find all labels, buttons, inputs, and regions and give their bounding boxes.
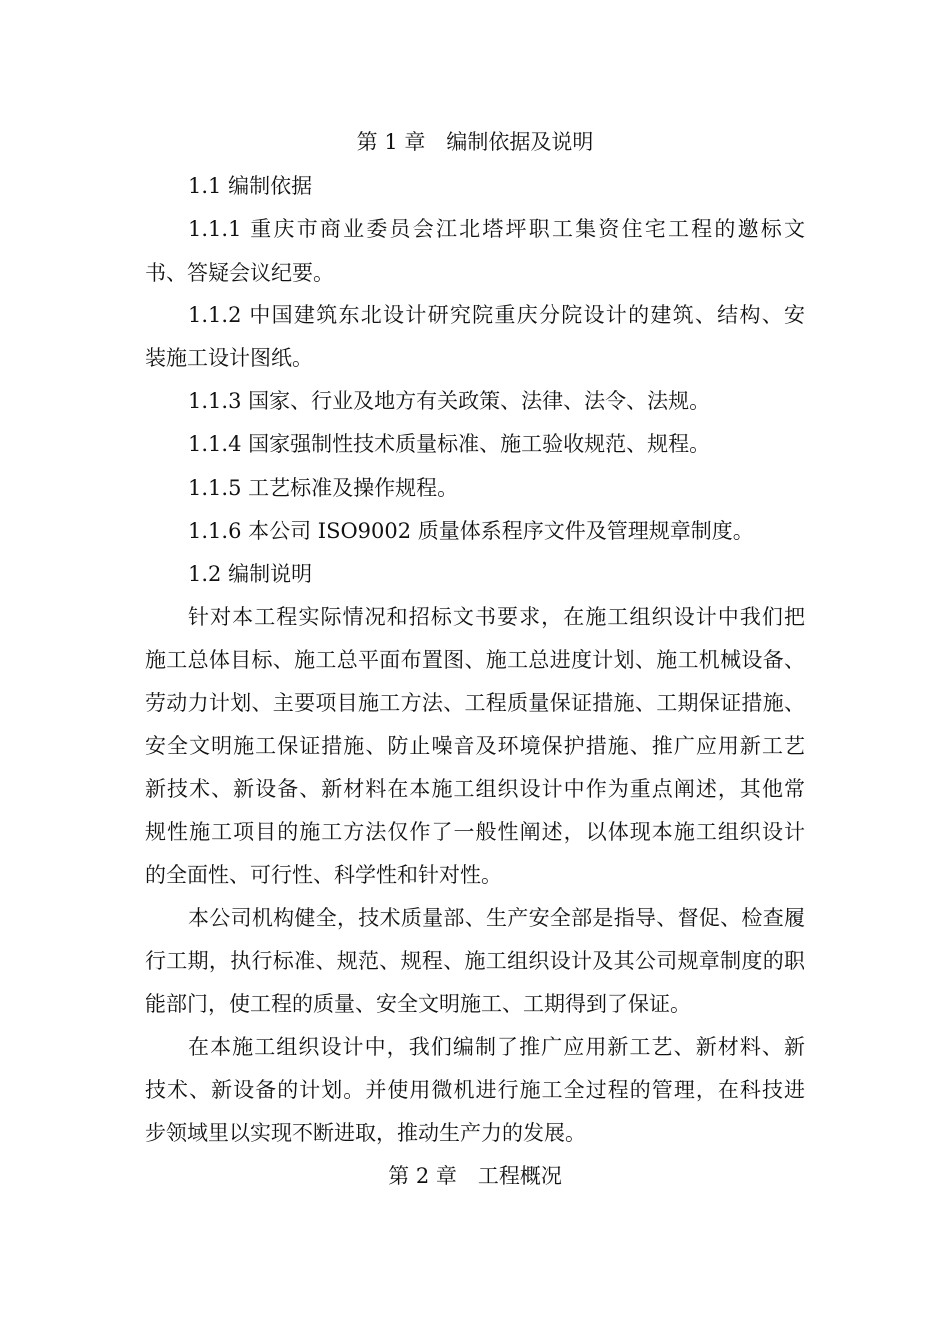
item-1-1-2-line-1: 1.1.2 中国建筑东北设计研究院重庆分院设计的建筑、结构、安 [188,303,805,327]
item-1-1-2-line-2: 装施工设计图纸。 [145,346,313,370]
paragraph-1-line: 施工总体目标、施工总平面布置图、施工总进度计划、施工机械设备、 [145,648,805,672]
item-1-1-1-line-1: 1.1.1 重庆市商业委员会江北塔坪职工集资住宅工程的邀标文 [188,217,805,241]
item-1-1-5: 1.1.5 工艺标准及操作规程。 [188,476,459,500]
paragraph-2-line: 能部门，使工程的质量、安全文明施工、工期得到了保证。 [145,992,691,1016]
paragraph-1-line: 规性施工项目的施工方法仅作了一般性阐述，以体现本施工组织设计 [145,820,805,844]
item-1-1-6: 1.1.6 本公司 ISO9002 质量体系程序文件及管理规章制度。 [188,519,754,543]
paragraph-2-line: 本公司机构健全，技术质量部、生产安全部是指导、督促、检查履 [188,906,805,930]
paragraph-1-line: 针对本工程实际情况和招标文书要求，在施工组织设计中我们把 [188,605,805,629]
section-1-1-heading: 1.1 编制依据 [188,174,313,198]
chapter-2-title: 第 2 章 工程概况 [388,1164,562,1188]
paragraph-1-line: 安全文明施工保证措施、防止噪音及环境保护措施、推广应用新工艺 [145,734,805,758]
section-1-2-heading: 1.2 编制说明 [188,562,313,586]
paragraph-1-line: 劳动力计划、主要项目施工方法、工程质量保证措施、工期保证措施、 [145,691,805,715]
item-1-1-3: 1.1.3 国家、行业及地方有关政策、法律、法令、法规。 [188,389,711,413]
paragraph-2-line: 行工期，执行标准、规范、规程、施工组织设计及其公司规章制度的职 [145,949,805,973]
item-1-1-4: 1.1.4 国家强制性技术质量标准、施工验收规范、规程。 [188,432,711,456]
chapter-1-title: 第 1 章 编制依据及说明 [356,130,594,154]
paragraph-1-line: 的全面性、可行性、科学性和针对性。 [145,863,502,887]
paragraph-3-line: 在本施工组织设计中，我们编制了推广应用新工艺、新材料、新 [188,1035,805,1059]
paragraph-3-line: 步领域里以实现不断进取，推动生产力的发展。 [145,1121,586,1145]
paragraph-3-line: 技术、新设备的计划。并使用微机进行施工全过程的管理，在科技进 [145,1078,805,1102]
paragraph-1-line: 新技术、新设备、新材料在本施工组织设计中作为重点阐述，其他常 [145,777,805,801]
item-1-1-1-line-2: 书、答疑会议纪要。 [145,261,334,285]
